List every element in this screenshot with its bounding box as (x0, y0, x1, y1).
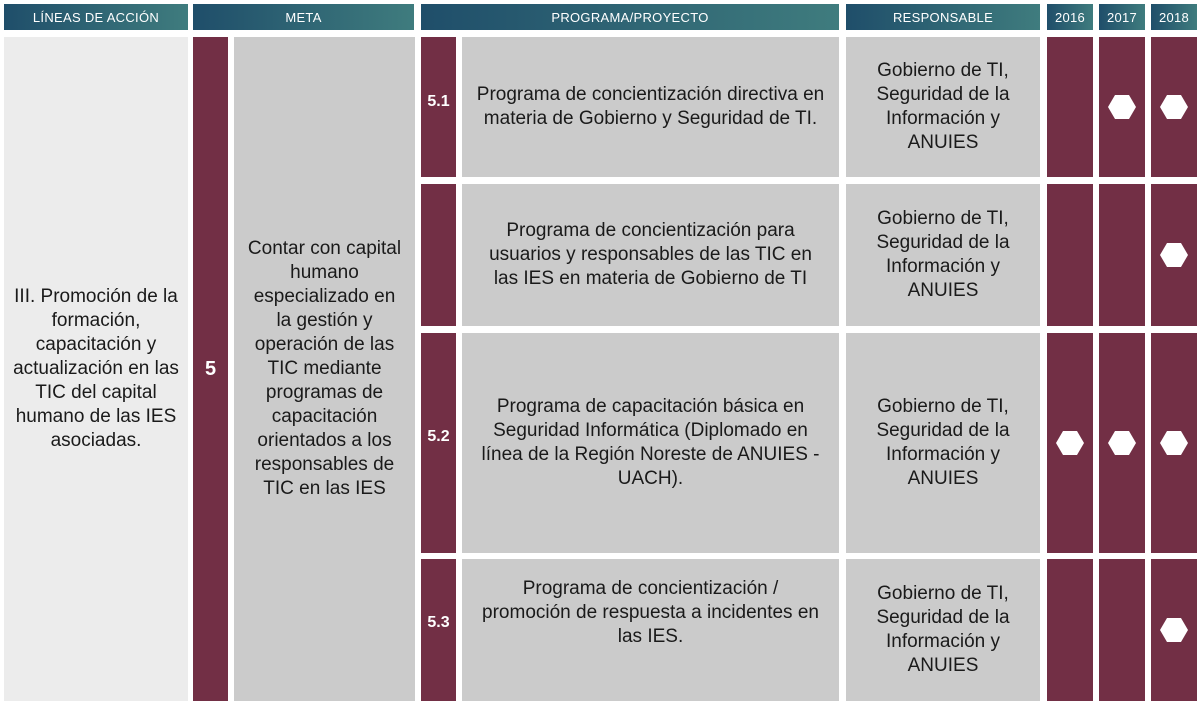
meta-number-cell (193, 37, 228, 701)
linea-accion-text: III. Promoción de la formación, capacitación y actualización en las TIC del capital humano de las IES asociadas. (13, 286, 179, 451)
responsable-cell (846, 37, 1040, 177)
hexagon-icon (1160, 431, 1188, 455)
year-cell (1099, 559, 1145, 701)
row-code-cell (421, 559, 456, 701)
row-code-cell (421, 37, 456, 177)
header-lineas-accion: LÍNEAS DE ACCIÓN (4, 4, 188, 30)
row-code: 5.1 (427, 93, 450, 110)
header-year-2017: 2017 (1099, 4, 1145, 30)
header-responsable: RESPONSABLE (846, 4, 1040, 30)
year-cell (1151, 559, 1197, 701)
responsable-text: Gobierno de TI, Seguridad de la Información y ANUIES (876, 208, 1010, 301)
responsable-cell (846, 333, 1040, 553)
responsable-text: Gobierno de TI, Seguridad de la Información y ANUIES (876, 583, 1010, 676)
year-cell (1047, 559, 1093, 701)
programa-cell (462, 184, 839, 326)
programa-text: Programa de capacitación básica en Seguridad Informática (Diplomado en línea de la Región Noreste de ANUIES - UACH). (481, 396, 820, 489)
programa-text: Programa de concientización directiva en materia de Gobierno y Seguridad de TI. (476, 84, 825, 129)
year-cell (1047, 333, 1093, 553)
header-year-2018: 2018 (1151, 4, 1197, 30)
year-cell (1151, 37, 1197, 177)
responsable-text: Gobierno de TI, Seguridad de la Información y ANUIES (876, 396, 1010, 489)
programa-text: Programa de concientización / promoción de respuesta a incidentes en las IES. (482, 578, 819, 647)
hexagon-icon (1160, 618, 1188, 642)
row-code: 5.2 (427, 428, 450, 445)
year-cell (1099, 333, 1145, 553)
responsable-text: Gobierno de TI, Seguridad de la Información y ANUIES (876, 60, 1010, 153)
header-meta: META (193, 4, 414, 30)
year-cell (1151, 333, 1197, 553)
programa-cell (462, 559, 839, 701)
meta-text-cell (234, 37, 415, 701)
year-cell (1099, 184, 1145, 326)
row-code: 5.3 (427, 614, 450, 631)
hexagon-icon (1160, 95, 1188, 119)
responsable-cell (846, 559, 1040, 701)
year-cell (1047, 184, 1093, 326)
hexagon-icon (1160, 243, 1188, 267)
meta-text: Contar con capital humano especializado en la gestión y operación de las TIC mediante programas de capacitación orientados a los responsables de TIC en las IES (247, 238, 402, 499)
header-year-2016: 2016 (1047, 4, 1093, 30)
year-cell (1151, 184, 1197, 326)
row-code-cell (421, 184, 456, 326)
linea-accion-cell (4, 37, 188, 701)
header-programa-proyecto: PROGRAMA/PROYECTO (421, 4, 839, 30)
hexagon-icon (1108, 95, 1136, 119)
hexagon-icon (1108, 431, 1136, 455)
programa-text: Programa de concientización para usuarios y responsables de las TIC en las IES en materia de Gobierno de TI (489, 220, 812, 289)
meta-number: 5 (204, 357, 217, 380)
year-cell (1099, 37, 1145, 177)
responsable-cell (846, 184, 1040, 326)
year-cell (1047, 37, 1093, 177)
programa-cell (462, 333, 839, 553)
row-code-cell (421, 333, 456, 553)
hexagon-icon (1056, 431, 1084, 455)
programa-cell (462, 37, 839, 177)
